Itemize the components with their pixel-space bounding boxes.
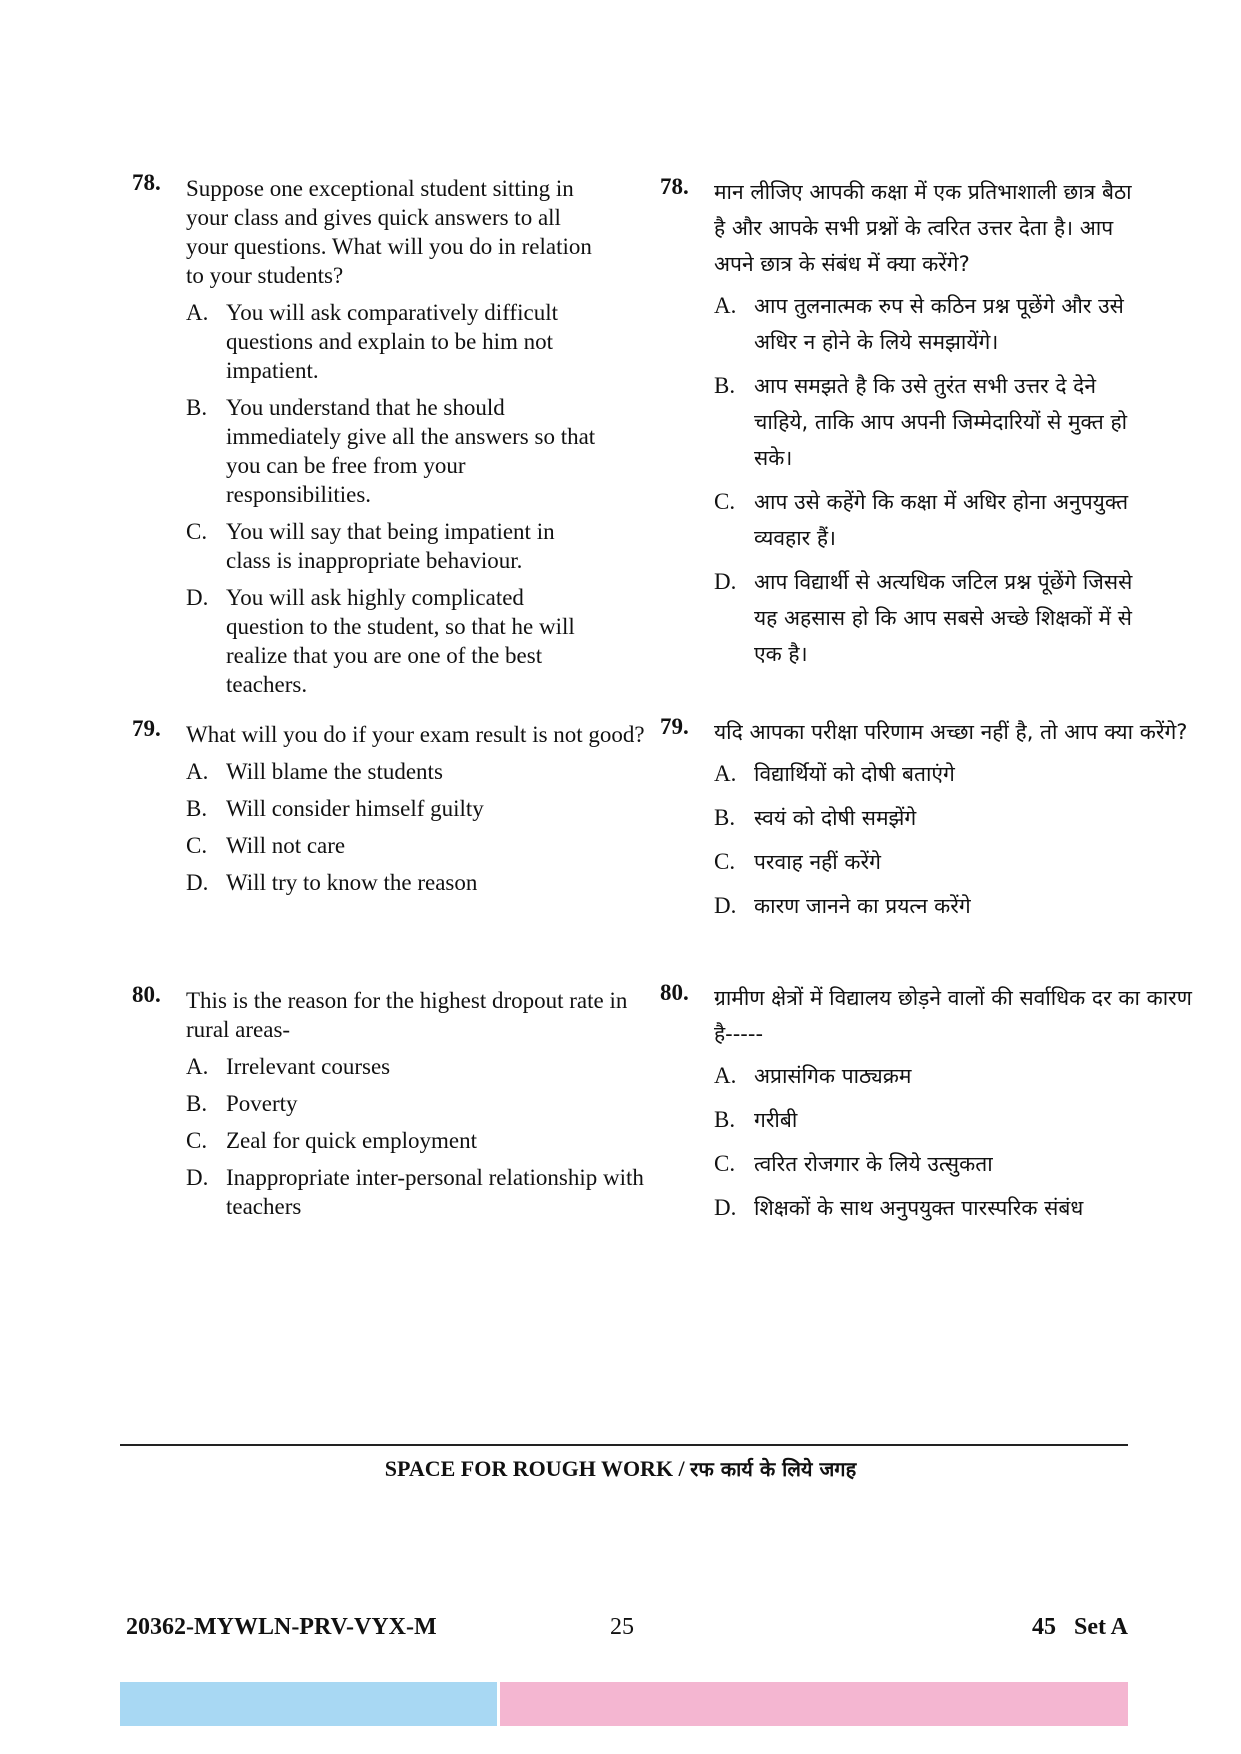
option-letter: D.: [186, 585, 209, 610]
option-d: [714, 888, 1194, 924]
option-letter: B.: [186, 1091, 208, 1116]
question-text: ग्रामीण क्षेत्रों में विद्यालय छोड़ने वालों की सर्वाधिक दर का कारण है-----: [714, 986, 1192, 1046]
option-text: गरीबी: [754, 1108, 798, 1132]
option-text: Will consider himself guilty: [226, 796, 484, 821]
option-letter: A.: [186, 759, 209, 784]
option-text: शिक्षकों के साथ अनुपयुक्त पारस्परिक संबंध: [754, 1196, 1084, 1220]
page-number: 25: [610, 1614, 634, 1640]
option-text: You will ask highly complicated question to the student, so that he will realize that you are one of the best teachers.: [226, 585, 575, 697]
option-c: [714, 844, 1194, 880]
option-c: [186, 517, 602, 575]
rough-work-label-hi: रफ कार्य के लिये जगह: [690, 1457, 857, 1481]
option-d: [714, 1190, 1194, 1226]
option-letter: A.: [186, 300, 209, 325]
option-a: [186, 757, 656, 786]
option-letter: A.: [186, 1054, 209, 1079]
question-number: 79.: [132, 716, 161, 741]
question-79-en: [132, 716, 656, 905]
question-number: 78.: [132, 170, 161, 195]
question-number: 78.: [660, 174, 689, 199]
option-letter: D.: [714, 569, 737, 594]
question-text: Suppose one exceptional student sitting in your class and gives quick answers to all your questions. What will you do in relation to your students?: [186, 176, 592, 288]
footer-color-bar-blue: [120, 1682, 497, 1726]
question-text: मान लीजिए आपकी कक्षा में एक प्रतिभाशाली छात्र बैठा है और आपके सभी प्रश्नों के त्वरित उत्तर देता है। आप अपने छात्र के संबंध में क्या करेंगे?: [714, 180, 1132, 276]
option-letter: C.: [714, 849, 736, 874]
option-letter: C.: [186, 833, 208, 858]
option-a: [714, 1058, 1194, 1094]
hindi-column: [660, 174, 1192, 1220]
option-letter: D.: [186, 1165, 209, 1190]
option-text: परवाह नहीं करेंगे: [754, 850, 881, 874]
question-80-en: [132, 982, 656, 1229]
option-letter: A.: [714, 293, 737, 318]
option-text: अप्रासंगिक पाठ्यक्रम: [754, 1064, 912, 1088]
option-letter: C.: [186, 519, 208, 544]
option-letter: A.: [714, 1063, 737, 1088]
option-text: आप समझते है कि उसे तुरंत सभी उत्तर दे देने चाहिये, ताकि आप अपनी जिम्मेदारियों से मुक्त हो सके।: [754, 374, 1128, 470]
option-a: [186, 298, 602, 385]
option-text: Will not care: [226, 833, 346, 858]
option-text: You understand that he should immediately give all the answers so that you can be free from your responsibilities.: [226, 395, 596, 507]
option-text: Poverty: [226, 1091, 298, 1116]
option-text: स्वयं को दोषी समझेंगे: [754, 806, 917, 830]
option-text: विद्यार्थियों को दोषी बताएंगे: [754, 762, 955, 786]
option-text: Will blame the students: [226, 759, 443, 784]
option-letter: A.: [714, 761, 737, 786]
option-letter: B.: [186, 395, 208, 420]
set-label: 45 Set A: [1032, 1614, 1128, 1640]
option-b: [714, 800, 1194, 836]
option-b: [186, 1089, 656, 1118]
question-number: 79.: [660, 714, 689, 739]
option-d: [186, 583, 602, 699]
question-78-en: [132, 170, 602, 699]
option-b: [714, 1102, 1194, 1138]
option-letter: C.: [714, 489, 736, 514]
option-text: You will ask comparatively difficult questions and explain to be him not impatient.: [226, 300, 558, 383]
option-letter: B.: [714, 1107, 736, 1132]
question-79-hi: [660, 714, 1194, 932]
rough-work-label-en: SPACE FOR ROUGH WORK /: [384, 1456, 691, 1481]
option-c: [186, 1126, 656, 1155]
option-letter: B.: [714, 805, 736, 830]
option-letter: B.: [714, 373, 736, 398]
option-letter: B.: [186, 796, 208, 821]
question-80-hi: [660, 980, 1194, 1234]
option-letter: C.: [186, 1128, 208, 1153]
option-text: Irrelevant courses: [226, 1054, 391, 1079]
question-number: 80.: [660, 980, 689, 1005]
option-text: आप तुलनात्मक रुप से कठिन प्रश्न पूछेंगे और उसे अधिर न होने के लिये समझायेंगे।: [754, 294, 1124, 354]
option-text: Zeal for quick employment: [226, 1128, 478, 1153]
option-letter: C.: [714, 1151, 736, 1176]
question-text: यदि आपका परीक्षा परिणाम अच्छा नहीं है, तो आप क्या करेंगे?: [714, 720, 1188, 744]
option-c: [714, 484, 1140, 556]
option-a: [714, 756, 1194, 792]
footer-color-bar-pink: [500, 1682, 1128, 1726]
option-a: [714, 288, 1140, 360]
option-text: आप विद्यार्थी से अत्यधिक जटिल प्रश्न पूंछेंगे जिससे यह अहसास हो कि आप सबसे अच्छे शिक्षकों में से एक है।: [754, 570, 1133, 666]
option-c: [186, 831, 656, 860]
question-text: This is the reason for the highest dropout rate in rural areas-: [186, 988, 628, 1042]
english-column: [132, 170, 645, 1219]
option-text: Will try to know the reason: [226, 870, 478, 895]
option-d: [186, 1163, 656, 1221]
option-d: [186, 868, 656, 897]
option-c: [714, 1146, 1194, 1182]
option-text: त्वरित रोजगार के लिये उत्सुकता: [754, 1152, 993, 1176]
option-b: [714, 368, 1140, 476]
option-text: You will say that being impatient in class is inappropriate behaviour.: [226, 519, 555, 573]
option-b: [186, 393, 602, 509]
question-text: What will you do if your exam result is not good?: [186, 722, 645, 747]
option-text: कारण जानने का प्रयत्न करेंगे: [754, 894, 971, 918]
option-d: [714, 564, 1140, 672]
option-b: [186, 794, 656, 823]
option-letter: D.: [714, 1195, 737, 1220]
option-letter: D.: [186, 870, 209, 895]
rough-work-divider: [120, 1444, 1128, 1446]
question-78-hi: [660, 174, 1140, 672]
option-a: [186, 1052, 656, 1081]
option-text: आप उसे कहेंगे कि कक्षा में अधिर होना अनुपयुक्त व्यवहार हैं।: [754, 490, 1129, 550]
option-text: Inappropriate inter-personal relationship with teachers: [226, 1165, 644, 1219]
question-number: 80.: [132, 982, 161, 1007]
option-letter: D.: [714, 893, 737, 918]
rough-work-label: [0, 1455, 1241, 1482]
paper-code: 20362-MYWLN-PRV-VYX-M: [126, 1614, 437, 1640]
